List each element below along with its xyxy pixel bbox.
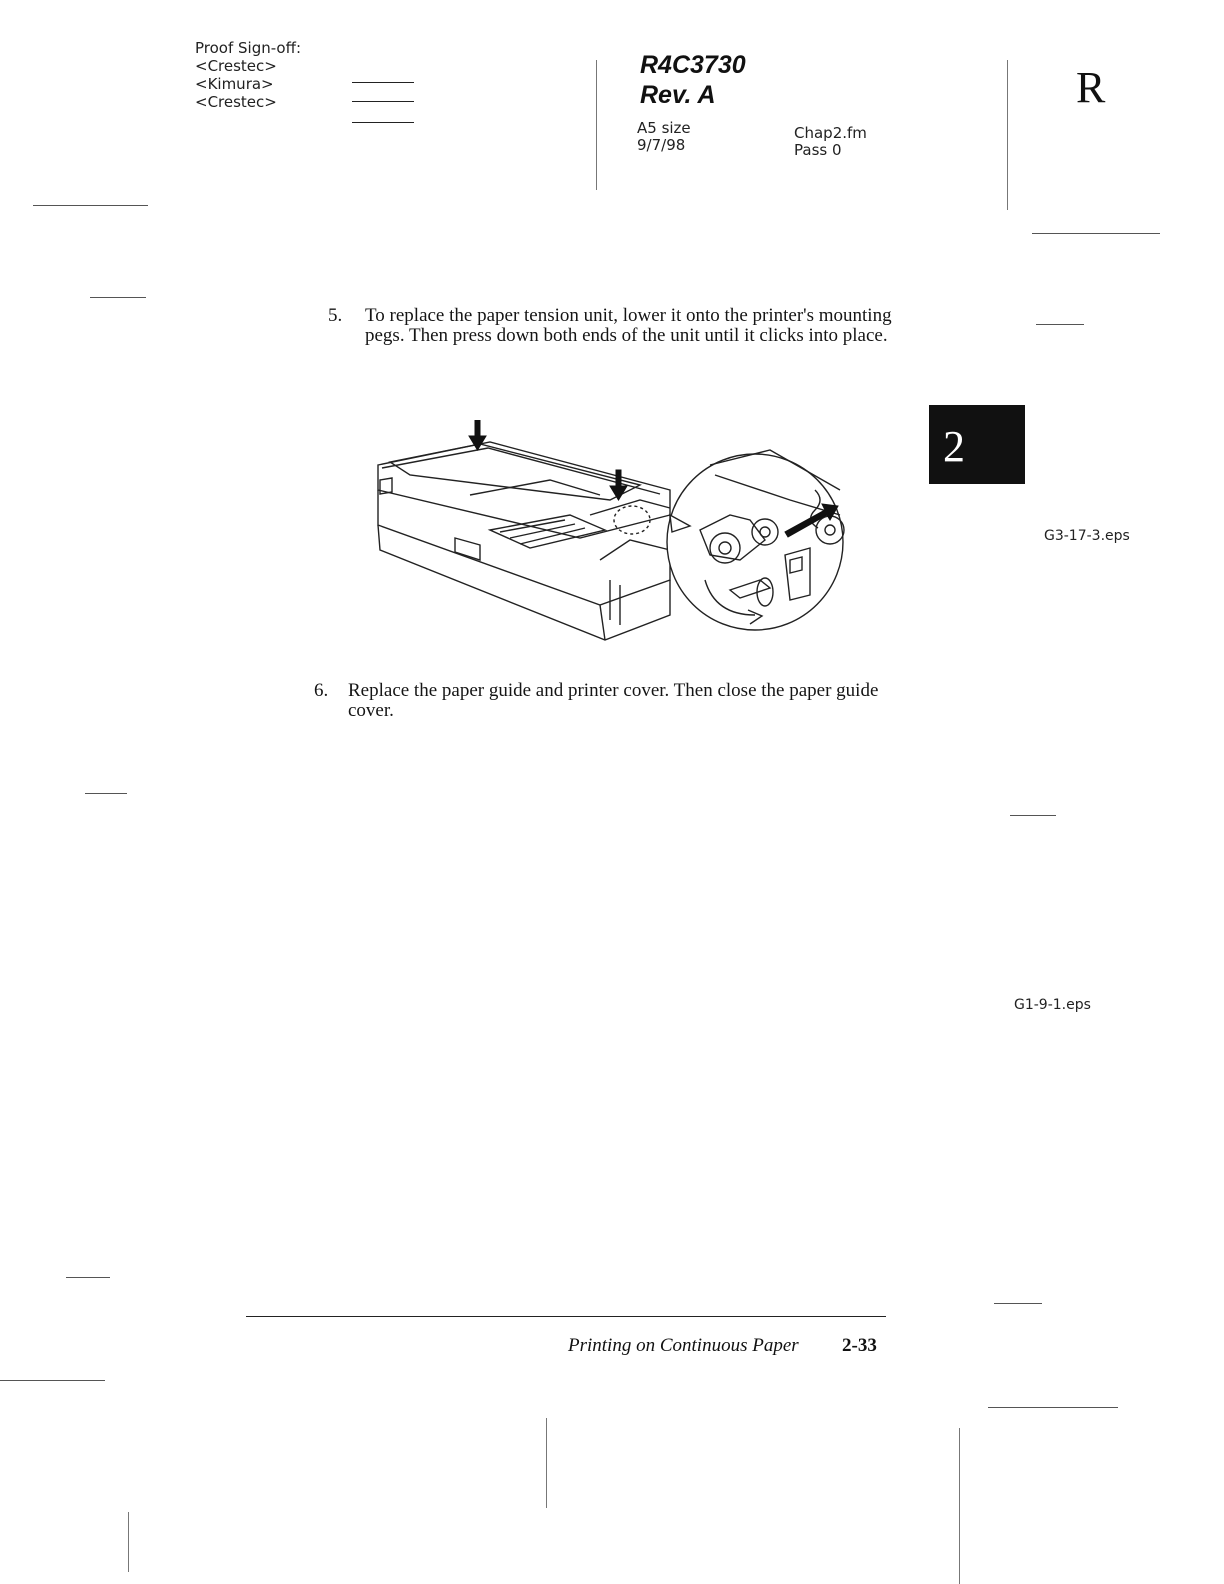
page-number: 2-33: [842, 1335, 877, 1356]
crop-mark: [1032, 233, 1160, 234]
revision: Rev. A: [640, 81, 716, 109]
doc-code: R4C3730: [640, 51, 746, 79]
crop-mark: [1010, 815, 1056, 816]
step-text: To replace the paper tension unit, lower it onto the printer's mounting pegs. Then press down both ends of the unit until it clicks into place.: [365, 305, 892, 346]
proof-signoff-label: Proof Sign-off:: [195, 39, 301, 57]
fold-mark: [128, 1512, 129, 1572]
file-pass-block: [794, 125, 867, 159]
step-number: 6.: [314, 680, 329, 701]
chapter-number: 2: [943, 422, 965, 471]
pass: Pass 0: [794, 141, 842, 159]
crop-mark: [66, 1277, 110, 1278]
fold-mark: [959, 1428, 960, 1584]
signoff-3: <Crestec>: [195, 93, 277, 111]
step-number: 5.: [328, 305, 343, 326]
signoff-1: <Crestec>: [195, 57, 277, 75]
crop-mark: [85, 793, 127, 794]
footer-rule: [246, 1316, 886, 1317]
footer-title: Printing on Continuous Paper: [568, 1335, 799, 1356]
signature-line: [352, 122, 414, 123]
fold-mark: [596, 60, 597, 190]
step-6: [314, 681, 914, 731]
signoff-2: <Kimura>: [195, 75, 274, 93]
signature-line: [352, 101, 414, 102]
crop-mark: [0, 1380, 105, 1381]
figure-filename: G3-17-3.eps: [1044, 528, 1130, 544]
date: 9/7/98: [637, 136, 686, 154]
crop-mark: [994, 1303, 1042, 1304]
crop-mark: [90, 297, 146, 298]
corner-letter: R: [1076, 63, 1106, 112]
fold-mark: [1007, 60, 1008, 210]
step-5: [328, 306, 928, 376]
printer-illustration: [370, 420, 900, 650]
crop-mark: [988, 1407, 1118, 1408]
size-date-block: [637, 120, 691, 154]
crop-mark: [33, 205, 148, 206]
fold-mark: [546, 1418, 547, 1508]
chapter-tab: [929, 405, 1025, 484]
step-text: Replace the paper guide and printer cover. Then close the paper guide cover.: [348, 680, 879, 721]
proof-signoff-block: [195, 39, 301, 111]
figure-filename: G1-9-1.eps: [1014, 997, 1091, 1013]
file-name: Chap2.fm: [794, 124, 867, 142]
signature-line: [352, 82, 414, 83]
paper-size: A5 size: [637, 119, 691, 137]
crop-mark: [1036, 324, 1084, 325]
document-id-block: [640, 50, 746, 110]
